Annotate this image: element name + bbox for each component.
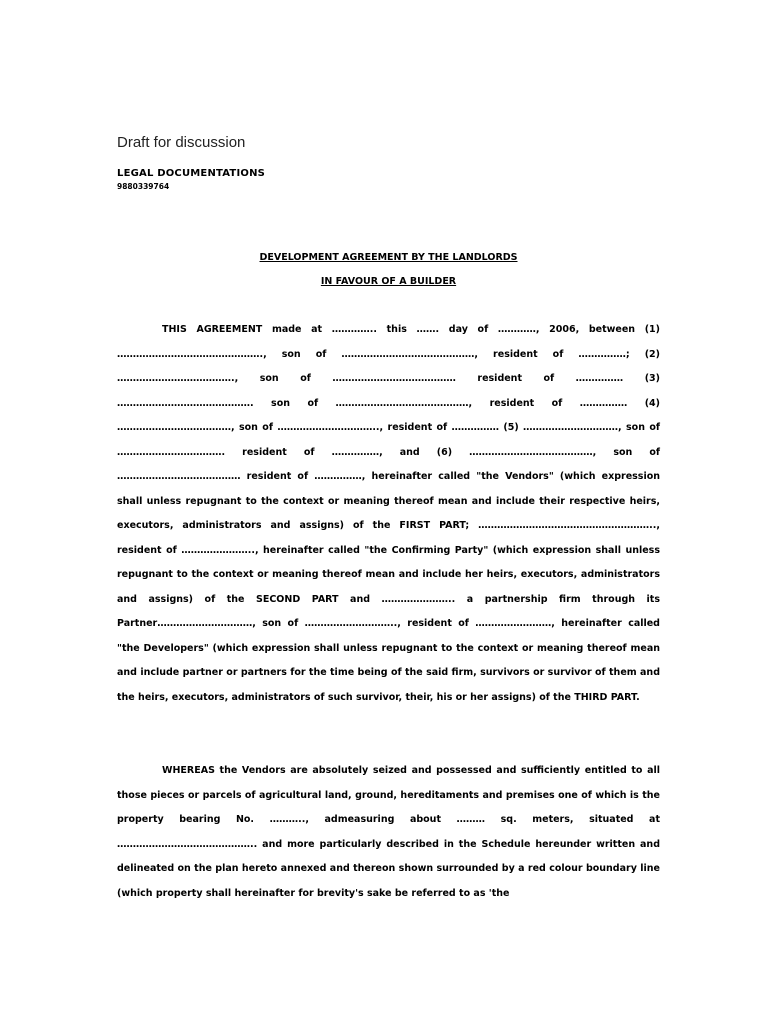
phone-number: 9880339764 — [117, 182, 170, 191]
organization-name: LEGAL DOCUMENTATIONS — [117, 168, 266, 179]
agreement-parties-paragraph: THIS AGREEMENT made at ………….. this ……. day of …………, 2006, between (1) ………………………………………., son of ……………………………………, resident of ……………; (2) ………………………………., son of ………………………………… resident of …………… (3) ……………………………………. son of ……………………………………, resident of …………… (4) ………………………………, son of ………………………….., resident of …………… (5) …………………………, son of ……………………………. resident of ……………, and (6) …………………………………, son of ………………………………… resident of ……………, hereinafter called "the Vendors" (which expression shall unless repugnant to the context or meaning thereof mean and include their respective heirs, executors, administrators and assigns) of the FIRST PART; ……………………………………………….., resident of ………………….., hereinafter called "the Confirming Party" (which expression shall unless repugnant to the context or meaning thereof mean and include her heirs, executors, administrators and assigns) of the SECOND PART and ………………….. a partnership firm through its Partner…………………………, son of ……………………….., resident of ……………………, hereinafter called "the Developers" (which expression shall unless repugnant to the context or meaning thereof mean and include partner or partners for the time being of the said firm, survivors or survivor of them and the heirs, executors, administrators of such survivor, their, his or her assigns) of the THIRD PART. — [117, 324, 660, 703]
title-line-1-text: DEVELOPMENT AGREEMENT BY THE LANDLORDS — [259, 252, 518, 263]
document-title-line-1 — [117, 252, 660, 263]
draft-label: Draft for discussion — [117, 134, 246, 151]
title-line-2-text: IN FAVOUR OF A BUILDER — [320, 276, 457, 287]
document-title-line-2 — [117, 276, 660, 287]
whereas-paragraph: WHEREAS the Vendors are absolutely seized and possessed and sufficiently entitled to all those pieces or parcels of agricultural land, ground, hereditaments and premises one of which is the property bearing No. ……….., admeasuring about ……… sq. meters, situated at …………………………………….. and more particularly described in the Schedule hereunder written and delineated on the plan hereto annexed and thereon shown surrounded by a red colour boundary line (which property shall hereinafter for brevity's sake be referred to as 'the — [117, 765, 660, 899]
